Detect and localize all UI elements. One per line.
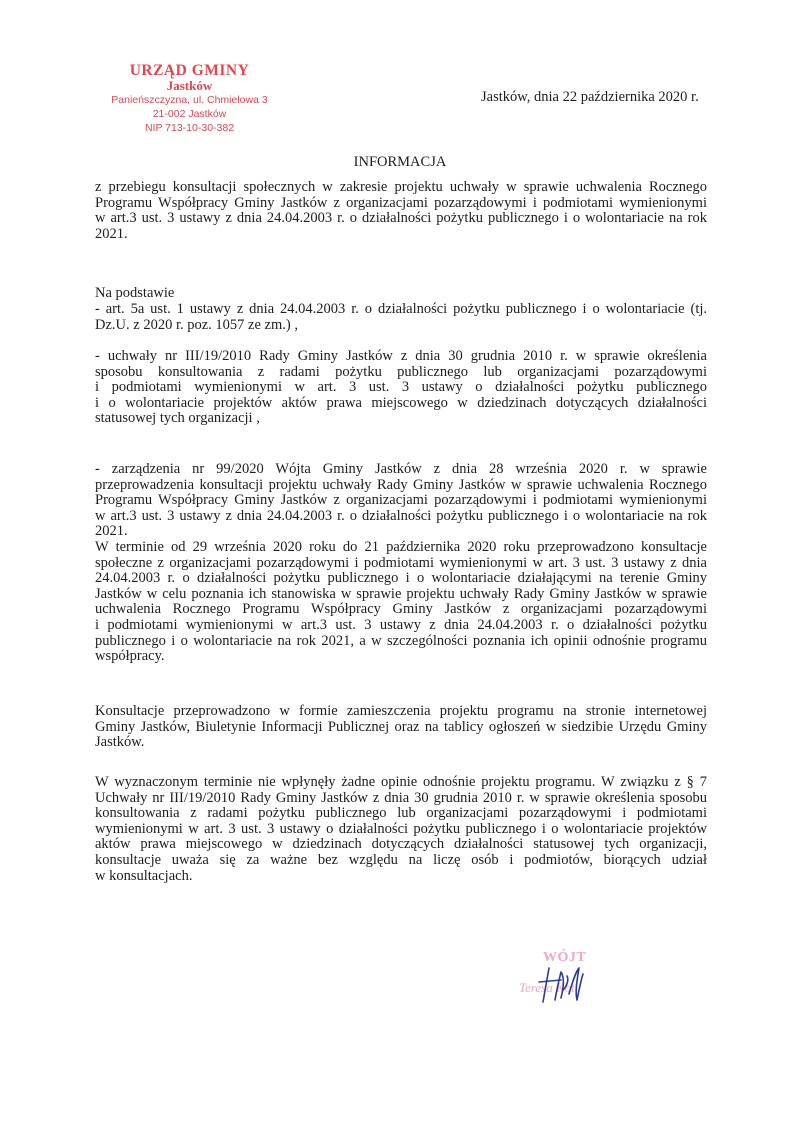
text-line: 24.04.2003 r. o działalności pożytku publicznego i o wolontariacie działającymi na terenie Gminy — [95, 570, 707, 587]
stamp-postal-code: 21-002 Jastków — [152, 108, 227, 120]
text-line: w art.3 ust. 3 ustawy z dnia 24.04.2003 r. o działalności pożytku publicznego i o wolontariacie na rok — [95, 507, 707, 524]
handwritten-signature — [505, 950, 605, 1020]
text-line: wymienionymi w art. 3 ust. 3 ustawy o działalności pożytku publicznego i o wolontariacie projektów — [95, 820, 707, 837]
text-line: w art.3 ust. 3 ustawy z dnia 24.04.2003 r. o działalności pożytku publicznego i o wolontariacie na rok — [95, 210, 707, 227]
stamp-address: Panieńszczyzna, ul. Chmielowa 3 — [111, 94, 268, 106]
text-line: - art. 5a ust. 1 ustawy z dnia 24.04.2003 r. o działalności pożytku publicznego i o wolontariacie (tj. — [95, 301, 707, 317]
basis-item-resolution — [95, 349, 707, 427]
intro-paragraph — [95, 180, 707, 242]
text-line: konsultacje uważa się za ważne bez względu na liczę osób i podmiotów, biorących udział — [95, 851, 707, 868]
stamp-office-name: URZĄD GMINY — [129, 62, 250, 79]
signature-stamp-name: Teresa Kot — [519, 980, 575, 995]
text-line: społeczne z organizacjami pozarządowymi i podmiotami wymienionymi w art. 3 ust. 3 ustawy z dnia — [95, 554, 707, 571]
place-date: Jastków, dnia 22 października 2020 r. — [481, 89, 699, 105]
text-line: W wyznaczonym terminie nie wpłynęły żadne opinie odnośnie projektu programu. W związku z § 7 — [95, 774, 707, 790]
text-line: publicznego i o wolontariacie na rok 2021, a w szczególności poznania ich opinii odnośnie programu — [95, 632, 707, 649]
text-line: aktów prawa miejscowego w dziedzinach dotyczących działalności statusowej tych organizacji, — [95, 836, 707, 853]
text-line: i podmiotami wymienionymi w art.3 ust. 3 ustawy z dnia 24.04.2003 r. o działalności pożytku — [95, 616, 707, 633]
text-line: 2021. — [95, 225, 128, 242]
form-paragraph — [95, 704, 707, 751]
text-line: Konsultacje przeprowadzono w formie zamieszczenia projektu programu na stronie internetowej — [95, 703, 707, 719]
text-line: - zarządzenia nr 99/2020 Wójta Gminy Jastków z dnia 28 września 2020 r. w sprawie — [95, 461, 707, 477]
text-line: i o wolontariacie projektów aktów prawa miejscowego w dziedzinach dotyczących działalności — [95, 394, 707, 411]
text-line: - uchwały nr III/19/2010 Rady Gminy Jastków z dnia 30 grudnia 2010 r. w sprawie określenia — [95, 348, 707, 364]
stamp-nip: NIP 713-10-30-382 — [144, 122, 235, 134]
text-line: statusowej tych organizacji , — [95, 410, 260, 427]
office-stamp — [82, 62, 297, 135]
text-line: Dz.U. z 2020 r. poz. 1057 ze zm.) , — [95, 316, 298, 333]
text-line: współpracy. — [95, 648, 165, 665]
text-line: uchwalenia Rocznego Programu Współpracy Gminy Jastków z organizacjami pozarządowymi — [95, 601, 707, 618]
text-line: Na podstawie — [95, 285, 175, 301]
text-line: Programu Współpracy Gminy Jastków z organizacjami pozarządowymi i podmiotami wymienionymi — [95, 194, 707, 211]
text-line: Uchwały nr III/19/2010 Rady Gminy Jastków z dnia 30 grudnia 2010 r. w sprawie określenia sposobu — [95, 789, 707, 806]
text-line: Programu Współpracy Gminy Jastków z organizacjami pozarządowymi i podmiotami wymienionymi — [95, 492, 707, 509]
text-line: i podmiotami wymienionymi w art. 3 ust. 3 ustawy o działalności pożytku publicznego — [95, 379, 707, 396]
text-line: w konsultacjach. — [95, 867, 193, 884]
result-paragraph — [95, 775, 707, 884]
basis-heading — [95, 286, 707, 302]
text-line: konsultowania z radami pożytku publicznego lub organizacjami pozarządowymi i podmiotami — [95, 805, 707, 822]
signature-block — [505, 950, 605, 1020]
text-line: Jastków. — [95, 734, 145, 751]
text-line: W terminie od 29 września 2020 roku do 21 października 2020 roku przeprowadzono konsultacje — [95, 539, 707, 555]
document-title: INFORMACJA — [353, 154, 447, 170]
stamp-municipality: Jastków — [166, 78, 213, 93]
signature-stamp-title: WÓJT — [543, 950, 587, 965]
text-line: Gminy Jastków, Biuletynie Informacji Publicznej oraz na tablicy ogłoszeń w siedzibie Urzędu Gminy — [95, 718, 707, 735]
text-line: Jastków w celu poznania ich stanowiska w sprawie projektu uchwały Rady Gminy Jastków w sprawie — [95, 585, 707, 602]
text-line: sposobu konsultowania z radami pożytku publicznego lub organizacjami pozarządowymi — [95, 363, 707, 380]
text-line: przeprowadzenia konsultacji projektu uchwały Rady Gminy Jastków w sprawie uchwalenia Rocznego — [95, 476, 707, 493]
basis-item-ordinance — [95, 462, 707, 540]
basis-item-article — [95, 302, 707, 333]
text-line: 2021. — [95, 523, 128, 540]
text-line: z przebiegu konsultacji społecznych w zakresie projektu uchwały w sprawie uchwalenia Rocznego — [95, 179, 707, 195]
term-paragraph — [95, 540, 707, 665]
